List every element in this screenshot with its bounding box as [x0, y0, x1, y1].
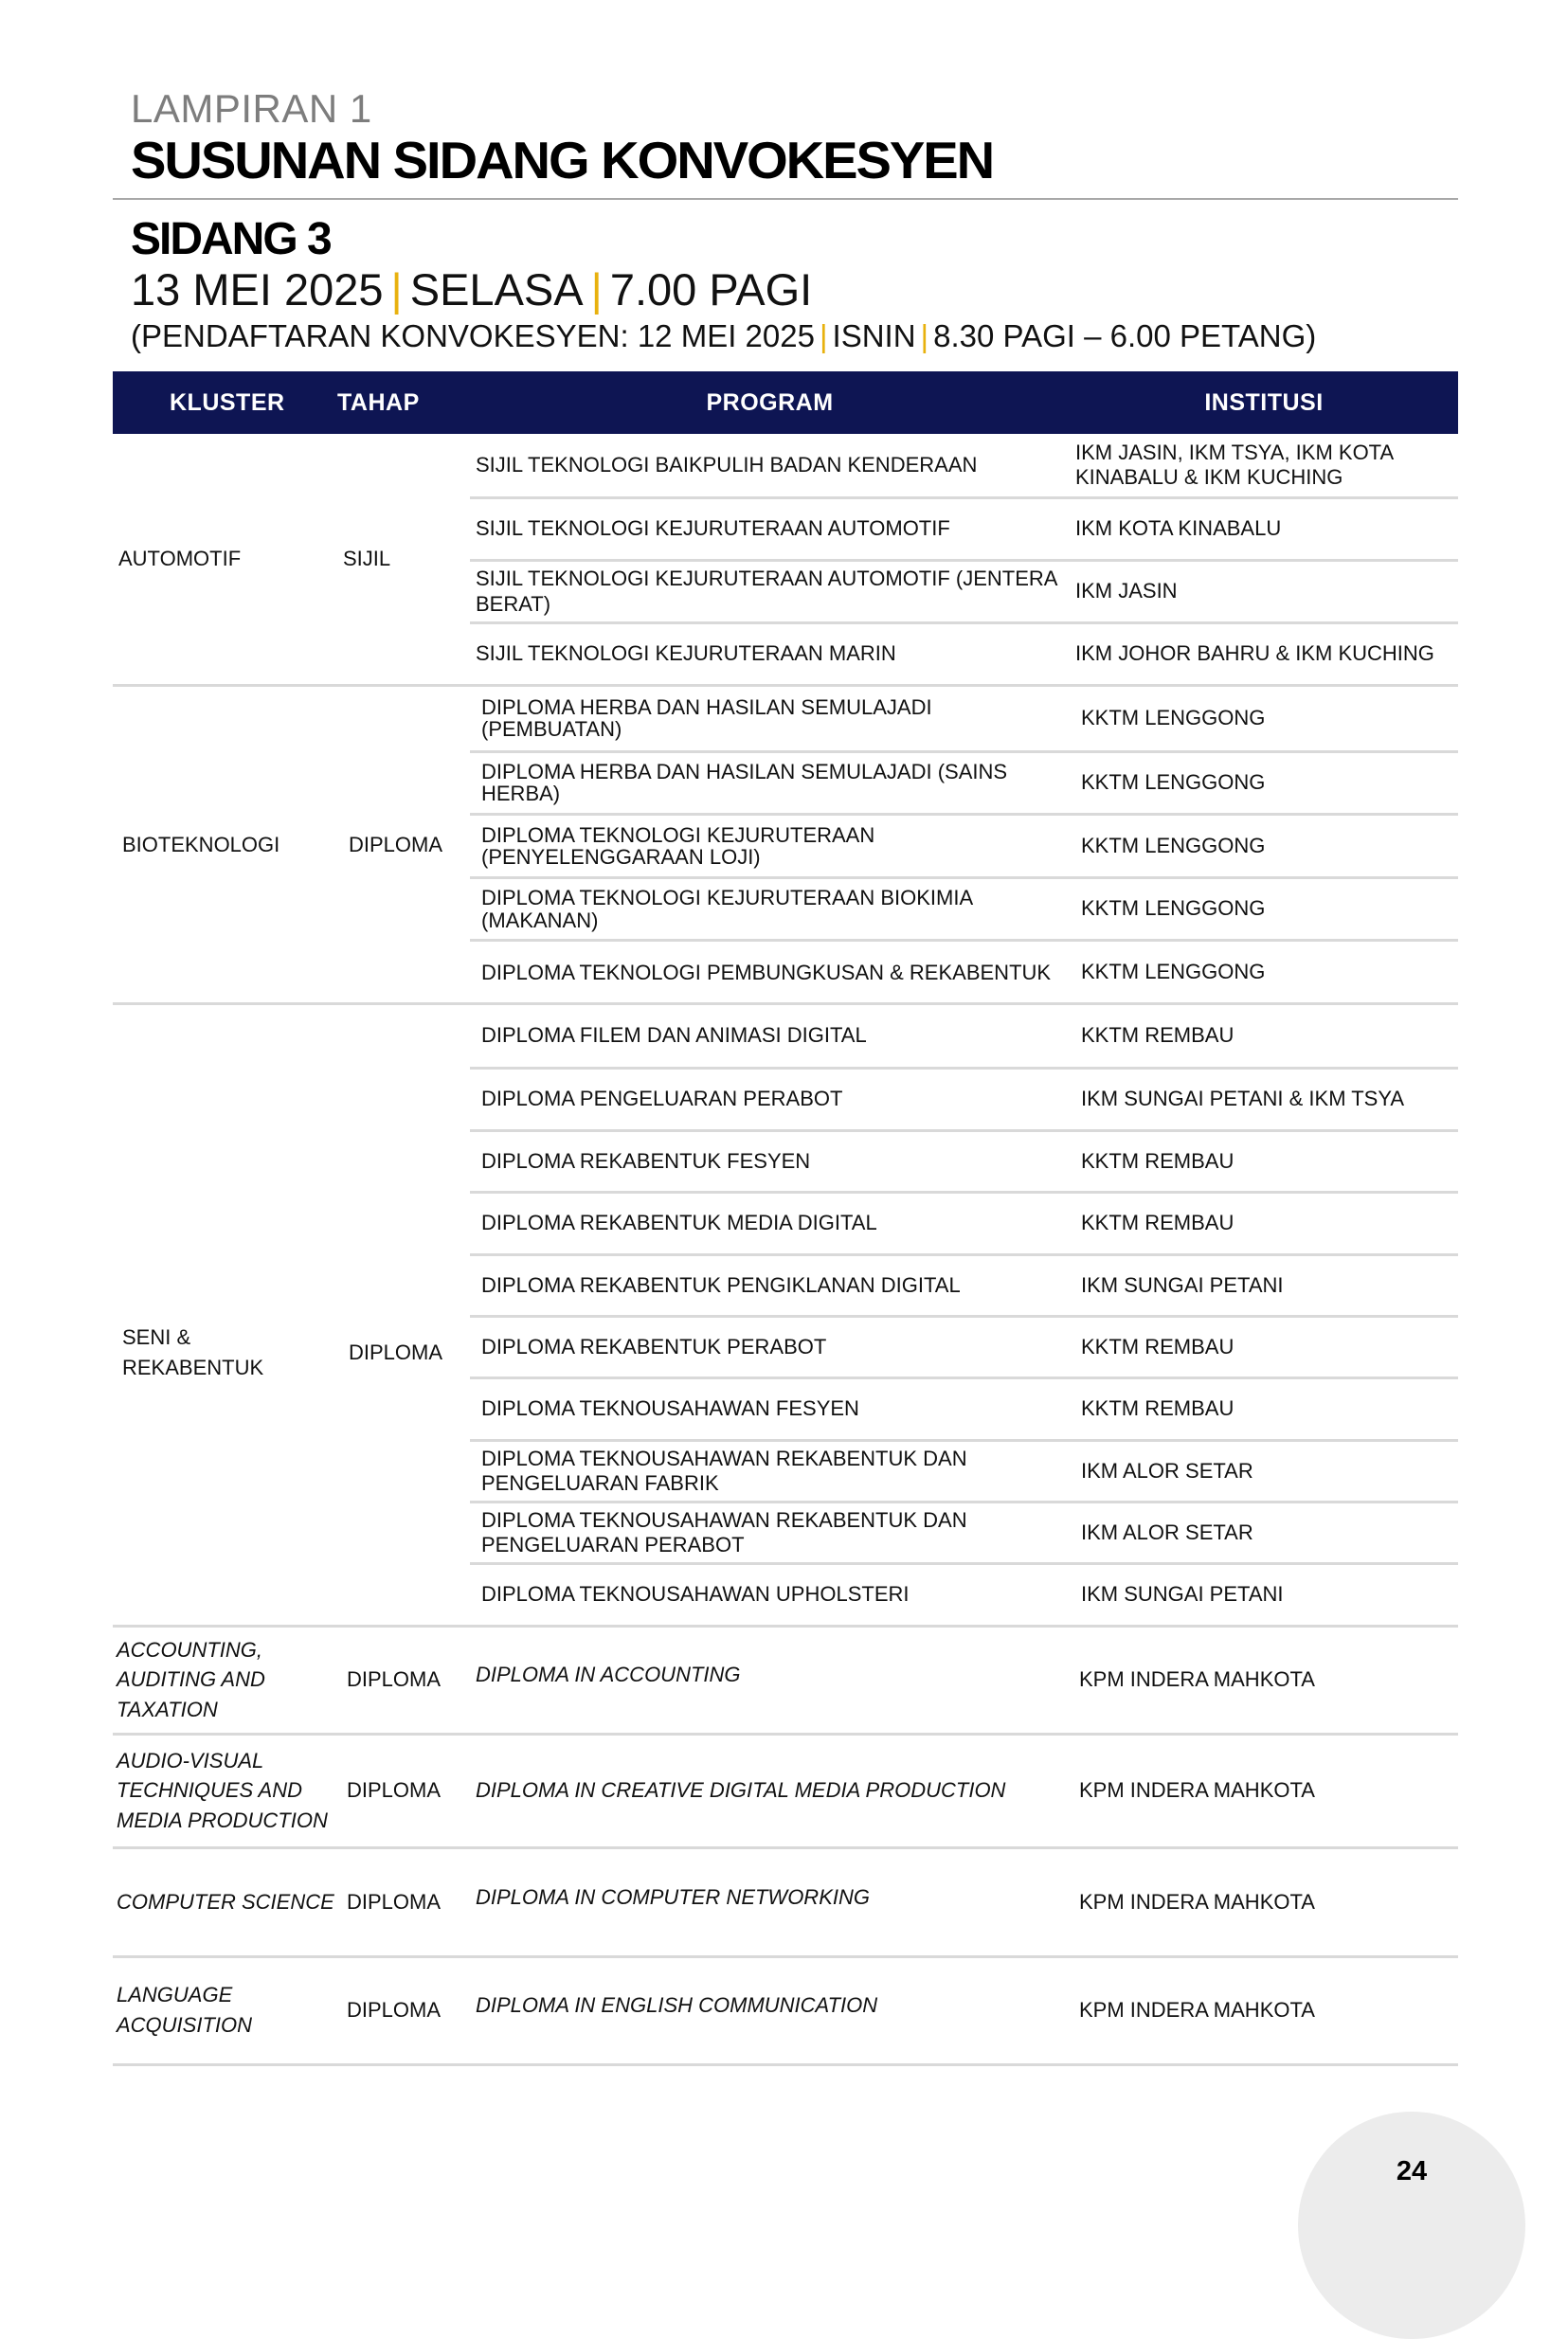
cluster-cell: SENI & REKABENTUK	[122, 1325, 264, 1379]
table-row	[470, 1129, 1458, 1191]
institution-cell: IKM SUNGAI PETANI	[1081, 1582, 1284, 1607]
level-cell: DIPLOMA	[347, 1778, 442, 1803]
registration-time: 8.30 PAGI – 6.00 PETANG	[933, 318, 1307, 353]
paren-open: (	[131, 318, 141, 353]
program-cell: DIPLOMA PENGELUARAN PERABOT	[481, 1087, 843, 1111]
table-row	[113, 1958, 1458, 2066]
institution-cell: KPM INDERA MAHKOTA	[1079, 1778, 1315, 1803]
level-cell: DIPLOMA	[349, 1340, 443, 1364]
table-row	[113, 1849, 1458, 1958]
separator: |	[920, 318, 929, 353]
cluster-cell: COMPUTER SCIENCE	[117, 1889, 334, 1914]
cluster-cell: AUTOMOTIF	[118, 547, 242, 571]
convocation-table	[113, 371, 1458, 2066]
title-divider	[113, 198, 1458, 200]
table-row	[470, 1191, 1458, 1252]
program-cell: DIPLOMA IN ACCOUNTING	[476, 1663, 741, 1687]
institution-cell: KKTM REMBAU	[1081, 1148, 1235, 1173]
cluster-cell: BIOTEKNOLOGI	[122, 832, 280, 856]
program-cell: DIPLOMA TEKNOLOGI PEMBUNGKUSAN & REKABENTUK	[481, 960, 1052, 984]
institution-cell: KKTM LENGGONG	[1081, 959, 1266, 983]
program-cell: DIPLOMA TEKNOUSAHAWAN REKABENTUK DAN PENGELUARAN FABRIK	[481, 1446, 967, 1495]
cluster-cell: AUDIO-VISUAL TECHNIQUES AND MEDIA PRODUCTION	[117, 1748, 328, 1833]
institution-cell: IKM JASIN, IKM TSYA, IKM KOTA KINABALU & IKM KUCHING	[1075, 440, 1393, 489]
program-cell: DIPLOMA IN CREATIVE DIGITAL MEDIA PRODUCTION	[476, 1778, 1006, 1803]
institution-cell: KKTM REMBAU	[1081, 1334, 1235, 1358]
institution-cell: KKTM LENGGONG	[1081, 706, 1266, 730]
column-header-program: PROGRAM	[706, 388, 834, 416]
table-header	[113, 371, 1458, 434]
table-row	[470, 1562, 1458, 1624]
table-row	[113, 1628, 1458, 1736]
table-row	[470, 1253, 1458, 1315]
program-cell: DIPLOMA REKABENTUK FESYEN	[481, 1148, 811, 1173]
program-cell: DIPLOMA REKABENTUK PERABOT	[481, 1334, 827, 1358]
cluster-group	[113, 434, 1458, 687]
page-title: SUSUNAN SIDANG KONVOKESYEN	[131, 131, 994, 189]
cluster-cell: ACCOUNTING, AUDITING AND TAXATION	[117, 1637, 265, 1722]
level-cell: DIPLOMA	[347, 1998, 442, 2023]
session-datetime	[131, 264, 813, 315]
table-row	[470, 1315, 1458, 1376]
institution-cell: IKM ALOR SETAR	[1081, 1458, 1253, 1483]
institution-cell: IKM SUNGAI PETANI	[1081, 1272, 1284, 1297]
program-cell: DIPLOMA IN COMPUTER NETWORKING	[476, 1884, 870, 1909]
program-cell: DIPLOMA TEKNOLOGI KEJURUTERAAN BIOKIMIA (MAKANAN)	[481, 886, 972, 932]
institution-cell: IKM JASIN	[1075, 579, 1178, 603]
session-date: 13 MEI 2025	[131, 264, 384, 315]
institution-cell: KKTM LENGGONG	[1081, 770, 1266, 795]
institution-cell: IKM JOHOR BAHRU & IKM KUCHING	[1075, 641, 1434, 666]
program-cell: DIPLOMA HERBA DAN HASILAN SEMULAJADI (PEMBUATAN)	[481, 695, 932, 742]
table-row	[470, 687, 1458, 750]
table-row	[470, 1005, 1458, 1067]
column-header-kluster: KLUSTER	[170, 388, 285, 416]
program-cell: SIJIL TEKNOLOGI KEJURUTERAAN AUTOMOTIF (JENTERA BERAT)	[476, 567, 1057, 616]
table-row	[470, 434, 1458, 496]
registration-day: ISNIN	[832, 318, 916, 353]
program-cell: SIJIL TEKNOLOGI KEJURUTERAAN AUTOMOTIF	[476, 516, 950, 541]
level-cell: SIJIL	[343, 547, 391, 571]
table-row	[470, 1067, 1458, 1128]
institution-cell: KKTM LENGGONG	[1081, 833, 1266, 857]
table-row	[470, 750, 1458, 814]
registration-info	[131, 320, 1316, 351]
session-time: 7.00 PAGI	[609, 264, 813, 315]
institution-cell: IKM SUNGAI PETANI & IKM TSYA	[1081, 1087, 1405, 1111]
program-cell: DIPLOMA TEKNOLOGI KEJURUTERAAN (PENYELENGGARAAN LOJI)	[481, 822, 875, 869]
session-day: SELASA	[409, 264, 584, 315]
level-cell: DIPLOMA	[347, 1889, 442, 1914]
paren-close: )	[1306, 318, 1317, 353]
program-cell: DIPLOMA TEKNOUSAHAWAN FESYEN	[481, 1396, 859, 1421]
column-header-tahap: TAHAP	[337, 388, 420, 416]
registration-date: PENDAFTARAN KONVOKESYEN: 12 MEI 2025	[141, 318, 815, 353]
table-row	[470, 813, 1458, 876]
table-row	[470, 559, 1458, 621]
program-cell: DIPLOMA REKABENTUK PENGIKLANAN DIGITAL	[481, 1272, 961, 1297]
program-cell: DIPLOMA TEKNOUSAHAWAN UPHOLSTERI	[481, 1582, 910, 1607]
cluster-group	[113, 1005, 1458, 1628]
level-cell: DIPLOMA	[347, 1667, 442, 1692]
table-row	[470, 621, 1458, 684]
table-row	[113, 1736, 1458, 1849]
institution-cell: KPM INDERA MAHKOTA	[1079, 1667, 1315, 1692]
program-cell: DIPLOMA TEKNOUSAHAWAN REKABENTUK DAN PENGELUARAN PERABOT	[481, 1507, 967, 1557]
separator: |	[590, 264, 603, 315]
program-cell: SIJIL TEKNOLOGI KEJURUTERAAN MARIN	[476, 641, 896, 666]
page-number: 24	[1396, 2156, 1428, 2186]
program-cell: DIPLOMA FILEM DAN ANIMASI DIGITAL	[481, 1023, 867, 1048]
program-cell: DIPLOMA IN ENGLISH COMMUNICATION	[476, 1993, 878, 2018]
institution-cell: KKTM LENGGONG	[1081, 896, 1266, 921]
column-header-institusi: INSTITUSI	[1204, 388, 1324, 416]
level-cell: DIPLOMA	[349, 832, 443, 856]
institution-cell: KKTM REMBAU	[1081, 1396, 1235, 1421]
appendix-label: LAMPIRAN 1	[131, 86, 372, 131]
program-cell: DIPLOMA HERBA DAN HASILAN SEMULAJADI (SAINS HERBA)	[481, 760, 1008, 806]
program-cell: SIJIL TEKNOLOGI BAIKPULIH BADAN KENDERAAN	[476, 452, 978, 477]
institution-cell: KPM INDERA MAHKOTA	[1079, 1889, 1315, 1914]
separator: |	[819, 318, 828, 353]
separator: |	[390, 264, 403, 315]
program-cell: DIPLOMA REKABENTUK MEDIA DIGITAL	[481, 1211, 877, 1235]
table-row	[470, 1376, 1458, 1438]
institution-cell: KKTM REMBAU	[1081, 1211, 1235, 1235]
institution-cell: IKM KOTA KINABALU	[1075, 516, 1282, 541]
table-row	[470, 876, 1458, 940]
session-title: SIDANG 3	[131, 214, 331, 264]
page-number-badge	[1298, 2112, 1525, 2339]
table-row	[470, 496, 1458, 559]
cluster-group	[113, 687, 1458, 1005]
institution-cell: IKM ALOR SETAR	[1081, 1520, 1253, 1545]
table-row	[470, 939, 1458, 1002]
table-row	[470, 1501, 1458, 1562]
institution-cell: KPM INDERA MAHKOTA	[1079, 1998, 1315, 2023]
institution-cell: KKTM REMBAU	[1081, 1023, 1235, 1048]
table-row	[470, 1439, 1458, 1501]
cluster-cell: LANGUAGE ACQUISITION	[117, 1983, 253, 2038]
